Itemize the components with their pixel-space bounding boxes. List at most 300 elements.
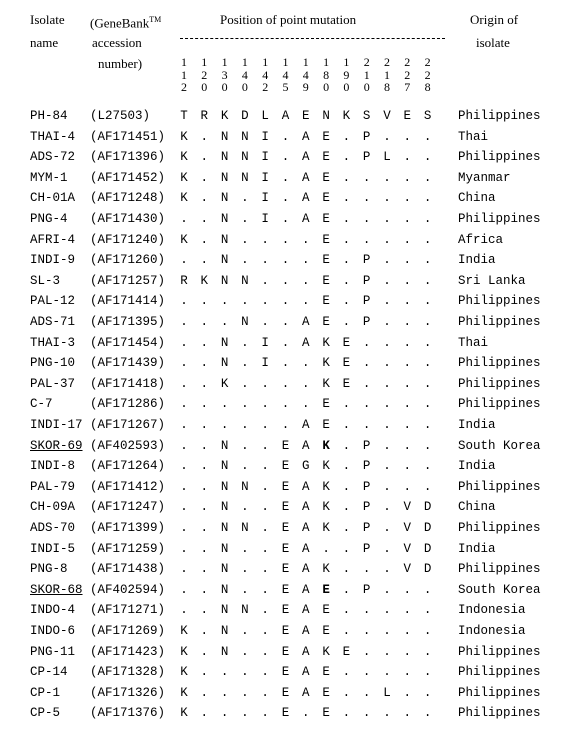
position-digit: 4 (302, 67, 309, 82)
residue-cell: A (302, 170, 310, 185)
residue-cell: N (220, 212, 229, 226)
residue-cell: . (261, 315, 269, 329)
residue-cell: . (281, 232, 290, 247)
accession-number: (AF171430) (90, 212, 166, 226)
isolate-name: INDI-17 (30, 418, 83, 432)
table-row (0, 703, 573, 724)
residue-cell: . (342, 541, 351, 556)
residue-cell: . (281, 170, 290, 185)
isolate-name: PH-84 (30, 109, 68, 123)
residue-cell: . (302, 294, 310, 309)
residue-cell: A (302, 191, 310, 206)
residue-cell: . (200, 170, 209, 185)
residue-cell: . (261, 521, 269, 535)
residue-cell: E (322, 232, 330, 247)
residue-cell: . (302, 706, 310, 721)
position-digit: 1 (181, 55, 187, 69)
residue-cell: A (302, 212, 310, 226)
residue-cell: . (200, 191, 209, 206)
residue-cell: . (261, 665, 269, 680)
residue-cell: . (302, 273, 310, 288)
accession-number: (AF171454) (90, 335, 166, 350)
residue-cell: . (180, 335, 188, 350)
accession-number: (AF171399) (90, 521, 166, 535)
residue-cell: K (180, 706, 188, 721)
residue-cell: . (241, 397, 249, 412)
residue-cell: . (403, 665, 412, 680)
residue-cell: . (403, 273, 412, 288)
residue-cell: . (423, 273, 432, 288)
isolate-name: CP-14 (30, 665, 68, 680)
position-digit: 8 (384, 80, 390, 94)
residue-cell: . (200, 521, 209, 535)
residue-cell: . (423, 356, 432, 371)
residue-cell: . (362, 356, 371, 371)
residue-cell: . (423, 644, 432, 659)
residue-cell: N (322, 109, 330, 123)
isolate-name: PNG-8 (30, 562, 68, 577)
residue-cell: . (383, 376, 391, 391)
residue-cell: N (220, 459, 229, 474)
accession-number: (AF171240) (90, 232, 166, 247)
residue-cell: A (302, 150, 310, 165)
residue-cell: . (261, 603, 269, 618)
residue-cell: . (403, 438, 412, 453)
table-row (0, 580, 573, 601)
position-digit: 2 (424, 55, 431, 69)
residue-cell: E (281, 562, 290, 577)
residue-cell: . (362, 232, 371, 247)
residue-cell: . (180, 479, 188, 494)
position-digit: 1 (302, 55, 309, 69)
residue-cell: I (261, 356, 269, 371)
residue-cell: A (302, 315, 310, 329)
residue-cell: N (241, 603, 249, 618)
residue-cell: N (220, 129, 229, 144)
origin-country: Philippines (458, 644, 541, 659)
residue-cell: V (403, 562, 412, 577)
residue-cell: E (403, 109, 412, 123)
residue-cell: K (322, 500, 330, 515)
accession-number: (AF171247) (90, 500, 166, 515)
residue-cell: . (281, 418, 290, 432)
residue-cell: A (302, 500, 310, 515)
accession-number: (L27503) (90, 109, 151, 123)
residue-cell: . (281, 335, 290, 350)
accession-number: (AF171269) (90, 624, 166, 638)
residue-cell: . (342, 438, 351, 453)
residue-cell: . (261, 418, 269, 432)
residue-cell: T (180, 109, 188, 123)
isolate-name: SKOR-68 (30, 582, 83, 597)
residue-cell: K (322, 644, 330, 659)
residue-cell: . (403, 253, 412, 268)
isolate-name: ADS-71 (30, 315, 76, 329)
position-number-227 (401, 56, 413, 94)
accession-number: (AF171412) (90, 479, 166, 494)
residue-cell: . (362, 191, 371, 206)
residue-cell: . (220, 665, 229, 680)
residue-cell: K (322, 521, 330, 535)
residue-cell: E (342, 356, 351, 371)
residue-cell: N (220, 562, 229, 577)
residue-cell: . (342, 170, 351, 185)
residue-cell: P (362, 459, 371, 474)
residue-cell: . (403, 459, 412, 474)
accession-number: (AF171396) (90, 150, 166, 165)
position-digit: 2 (424, 67, 431, 82)
residue-cell: D (423, 521, 432, 535)
residue-cell: . (241, 418, 249, 432)
residue-cell: . (281, 191, 290, 206)
residue-cell: K (200, 273, 209, 288)
origin-country: India (458, 418, 496, 432)
residue-cell: . (383, 170, 391, 185)
residue-cell: N (220, 582, 229, 597)
residue-cell: . (241, 232, 249, 247)
position-digit: 4 (262, 67, 269, 82)
table-row (0, 518, 573, 539)
origin-country: Philippines (458, 562, 541, 577)
residue-cell: I (261, 150, 269, 165)
position-number-112 (178, 56, 190, 94)
origin-country: Africa (458, 232, 504, 247)
residue-cell: . (342, 273, 351, 288)
residue-cell: N (220, 191, 229, 206)
residue-cell: . (200, 582, 209, 597)
residue-cell: . (200, 376, 209, 391)
residue-cell: E (322, 273, 330, 288)
residue-cell: . (383, 294, 391, 309)
origin-country: Philippines (458, 665, 541, 680)
residue-cell: . (200, 562, 209, 577)
accession-number: (AF171439) (90, 356, 166, 371)
residue-cell: . (403, 644, 412, 659)
residue-cell: . (261, 685, 269, 700)
origin-country: Philippines (458, 212, 541, 226)
accession-header-text: (GeneBank (90, 15, 150, 31)
residue-cell: . (342, 521, 351, 535)
residue-cell: P (362, 521, 371, 535)
residue-cell: N (241, 315, 249, 329)
residue-cell: . (200, 624, 209, 638)
residue-cell: K (180, 191, 188, 206)
accession-number: (AF171418) (90, 376, 166, 391)
origin-country: Thai (458, 335, 489, 350)
residue-cell: . (180, 562, 188, 577)
residue-cell: . (220, 294, 229, 309)
residue-cell: . (362, 170, 371, 185)
accession-number: (AF171259) (90, 541, 166, 556)
residue-cell: . (180, 418, 188, 432)
position-digit: 1 (323, 55, 330, 69)
origin-country: China (458, 500, 496, 515)
residue-cell: A (302, 479, 310, 494)
residue-cell: . (261, 562, 269, 577)
accession-number: (AF171248) (90, 191, 166, 206)
residue-cell: E (322, 418, 330, 432)
residue-cell: . (180, 438, 188, 453)
isolate-name: CH-09A (30, 500, 76, 515)
table-row (0, 600, 573, 621)
origin-country: Philippines (458, 521, 541, 535)
residue-cell: . (423, 624, 432, 638)
residue-cell: . (322, 541, 330, 556)
residue-cell: . (423, 170, 432, 185)
residue-cell: . (241, 335, 249, 350)
residue-cell: . (383, 253, 391, 268)
residue-cell: V (383, 109, 391, 123)
origin-country: Philippines (458, 479, 541, 494)
residue-cell: . (200, 294, 209, 309)
origin-country: South Korea (458, 582, 541, 597)
residue-cell: N (241, 150, 249, 165)
accession-number: (AF402594) (90, 582, 166, 597)
residue-cell: . (261, 644, 269, 659)
residue-cell: . (383, 232, 391, 247)
residue-cell: P (362, 294, 371, 309)
position-digit: 4 (282, 67, 289, 82)
residue-cell: . (403, 603, 412, 618)
table-row (0, 291, 573, 312)
residue-cell: . (220, 418, 229, 432)
origin-country: Philippines (458, 109, 541, 123)
table-row (0, 209, 573, 230)
residue-cell: . (342, 706, 351, 721)
table-row (0, 147, 573, 168)
residue-cell: . (281, 273, 290, 288)
origin-country: Philippines (458, 397, 541, 412)
residue-cell: . (362, 418, 371, 432)
residue-cell: E (302, 109, 310, 123)
residue-cell: I (261, 212, 269, 226)
residue-cell: A (281, 109, 290, 123)
residue-cell: . (302, 232, 310, 247)
residue-cell: . (180, 253, 188, 268)
origin-country: South Korea (458, 438, 541, 453)
residue-cell: . (200, 685, 209, 700)
table-row (0, 436, 573, 457)
position-digit: 4 (241, 67, 248, 82)
residue-cell: . (342, 603, 351, 618)
isolate-name: PAL-12 (30, 294, 76, 309)
residue-cell: . (302, 253, 310, 268)
residue-cell: . (241, 562, 249, 577)
accession-number: (AF171326) (90, 685, 166, 700)
residue-cell: N (220, 541, 229, 556)
origin-country: Philippines (458, 294, 541, 309)
accession-number: (AF171257) (90, 273, 166, 288)
position-digit: 7 (404, 80, 411, 94)
residue-cell: . (403, 294, 412, 309)
isolate-name: CP-5 (30, 706, 61, 721)
residue-cell: . (281, 129, 290, 144)
residue-cell: . (342, 253, 351, 268)
isolate-name: ADS-72 (30, 150, 76, 165)
isolate-name: PAL-79 (30, 479, 76, 494)
residue-cell: P (362, 582, 371, 597)
table-row (0, 394, 573, 415)
residue-cell: R (180, 273, 188, 288)
origin-country: India (458, 541, 496, 556)
position-digit: 1 (384, 67, 390, 82)
residue-cell: . (423, 129, 432, 144)
residue-cell: E (281, 479, 290, 494)
position-digit: 0 (241, 80, 248, 94)
position-digit: 1 (241, 55, 248, 69)
residue-cell: . (220, 397, 229, 412)
residue-cell: . (342, 418, 351, 432)
isolate-name: CP-1 (30, 685, 61, 700)
residue-cell: . (423, 232, 432, 247)
residue-cell: . (241, 438, 249, 453)
residue-cell: . (383, 603, 391, 618)
residue-cell: . (200, 706, 209, 721)
residue-cell: . (383, 335, 391, 350)
residue-cell: A (302, 603, 310, 618)
isolate-header-line2: name (30, 35, 59, 50)
residue-cell: . (423, 335, 432, 350)
residue-cell: V (403, 541, 412, 556)
residue-cell: . (281, 397, 290, 412)
origin-country: Philippines (458, 315, 541, 329)
residue-cell: . (261, 459, 269, 474)
residue-cell: . (383, 459, 391, 474)
residue-cell: . (241, 212, 249, 226)
residue-cell: . (383, 129, 391, 144)
position-digit: 8 (424, 80, 431, 94)
accession-number: (AF171260) (90, 253, 166, 268)
residue-cell: E (342, 644, 351, 659)
residue-cell: . (180, 603, 188, 618)
residue-cell: . (200, 541, 209, 556)
residue-cell: . (423, 294, 432, 309)
position-digit: 1 (262, 55, 269, 69)
residue-cell: P (362, 253, 371, 268)
table-row (0, 312, 573, 333)
residue-cell: . (200, 253, 209, 268)
position-digit: 1 (201, 55, 208, 69)
residue-cell: E (322, 624, 330, 638)
position-header-title: Position of point mutation (220, 12, 357, 27)
residue-cell: . (423, 376, 432, 391)
isolate-name: INDI-9 (30, 253, 76, 268)
residue-cell: D (423, 500, 432, 515)
residue-cell: N (220, 356, 229, 371)
residue-cell: . (403, 356, 412, 371)
residue-cell: . (423, 582, 432, 597)
residue-cell: E (281, 603, 290, 618)
residue-cell: . (200, 438, 209, 453)
residue-cell: . (383, 397, 391, 412)
residue-cell: . (383, 624, 391, 638)
residue-cell: . (261, 397, 269, 412)
residue-cell: . (383, 706, 391, 721)
residue-cell: . (281, 376, 290, 391)
residue-cell: . (241, 294, 249, 309)
residue-cell: E (322, 129, 330, 144)
origin-country: Philippines (458, 376, 541, 391)
residue-cell: . (423, 479, 432, 494)
table-row (0, 333, 573, 354)
table-row (0, 374, 573, 395)
isolate-name: PNG-11 (30, 644, 76, 659)
residue-cell: . (200, 644, 209, 659)
residue-cell: A (302, 624, 310, 638)
residue-cell: . (281, 212, 290, 226)
residue-cell: . (403, 479, 412, 494)
residue-cell: . (362, 685, 371, 700)
residue-cell: K (322, 438, 330, 453)
residue-cell: . (342, 582, 351, 597)
residue-cell: . (403, 397, 412, 412)
residue-cell: A (302, 129, 310, 144)
residue-cell: N (220, 479, 229, 494)
residue-cell: E (322, 170, 330, 185)
residue-cell: K (322, 459, 330, 474)
isolate-name: SL-3 (30, 273, 61, 288)
residue-cell: K (180, 232, 188, 247)
residue-cell: . (281, 315, 290, 329)
residue-cell: . (241, 665, 249, 680)
position-digit: 2 (262, 80, 269, 94)
residue-cell: P (362, 438, 371, 453)
residue-cell: N (241, 129, 249, 144)
residue-cell: D (423, 541, 432, 556)
residue-cell: . (383, 541, 391, 556)
residue-cell: . (220, 315, 229, 329)
residue-cell: . (261, 253, 269, 268)
table-row (0, 271, 573, 292)
residue-cell: N (220, 273, 229, 288)
residue-cell: . (403, 170, 412, 185)
residue-cell: E (322, 294, 330, 309)
residue-cell: . (362, 644, 371, 659)
residue-cell: . (403, 232, 412, 247)
residue-cell: I (261, 129, 269, 144)
residue-cell: . (403, 376, 412, 391)
table-row (0, 477, 573, 498)
residue-cell: . (383, 438, 391, 453)
residue-cell: . (383, 644, 391, 659)
residue-cell: V (403, 521, 412, 535)
residue-cell: N (241, 170, 249, 185)
residue-cell: . (241, 706, 249, 721)
accession-number: (AF171395) (90, 315, 166, 329)
table-row (0, 127, 573, 148)
origin-country: Philippines (458, 356, 541, 371)
residue-cell: E (322, 315, 330, 329)
residue-cell: P (362, 273, 371, 288)
residue-cell: . (383, 356, 391, 371)
residue-cell: . (383, 273, 391, 288)
position-digit: 1 (343, 55, 350, 69)
origin-country: Indonesia (458, 603, 526, 618)
accession-number: (AF171452) (90, 170, 166, 185)
isolate-name: INDO-6 (30, 624, 76, 638)
residue-cell: P (362, 541, 371, 556)
isolate-name: INDO-4 (30, 603, 76, 618)
residue-cell: . (383, 562, 391, 577)
residue-cell: . (241, 356, 249, 371)
residue-cell: E (281, 541, 290, 556)
position-digit: 0 (323, 80, 330, 94)
residue-cell: . (383, 500, 391, 515)
residue-cell: D (241, 109, 249, 123)
residue-cell: . (383, 521, 391, 535)
residue-cell: I (261, 170, 269, 185)
residue-cell: I (261, 335, 269, 350)
